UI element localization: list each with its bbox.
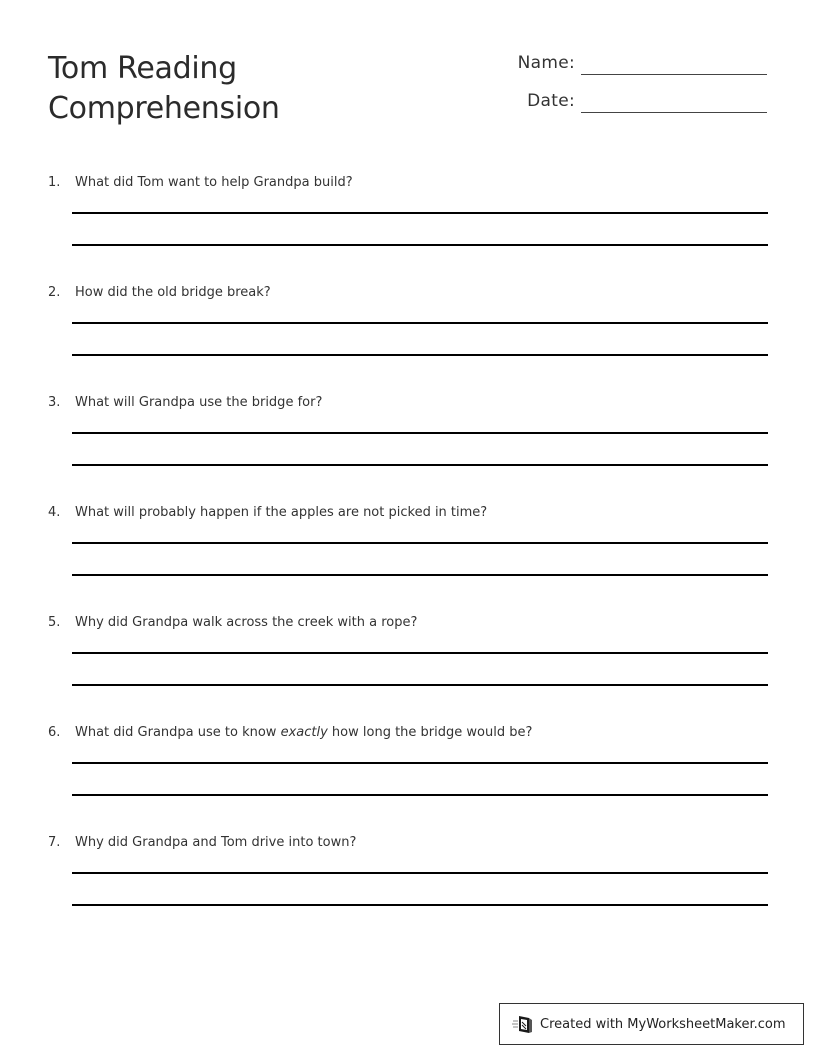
answer-line[interactable] (72, 354, 768, 356)
answer-line[interactable] (72, 872, 768, 874)
answer-line[interactable] (72, 684, 768, 686)
answer-line[interactable] (72, 794, 768, 796)
question-number: 1. (48, 175, 61, 190)
question-number: 2. (48, 285, 61, 300)
question-text (75, 724, 532, 742)
answer-line[interactable] (72, 542, 768, 544)
answer-line[interactable] (72, 762, 768, 764)
answer-line[interactable] (72, 904, 768, 906)
answer-line[interactable] (72, 244, 768, 246)
question-5 (48, 614, 768, 714)
title-line-2: Comprehension (48, 91, 280, 126)
question-number: 7. (48, 835, 61, 850)
question-number: 4. (48, 505, 61, 520)
question-number: 3. (48, 395, 61, 410)
answer-line[interactable] (72, 464, 768, 466)
question-2 (48, 284, 768, 384)
answer-line[interactable] (72, 574, 768, 576)
question-text: Why did Grandpa and Tom drive into town? (75, 835, 357, 850)
question-text: What will Grandpa use the bridge for? (75, 395, 323, 410)
name-field (518, 53, 767, 73)
question-number: 5. (48, 615, 61, 630)
question-3 (48, 394, 768, 494)
question-text: How did the old bridge break? (75, 285, 271, 300)
worksheet-title (48, 49, 280, 129)
date-label: Date: (527, 91, 575, 111)
name-blank-line[interactable] (581, 74, 767, 75)
question-text-after: how long the bridge would be? (327, 725, 533, 740)
question-text: Why did Grandpa walk across the creek with a rope? (75, 615, 418, 630)
date-blank-line[interactable] (581, 112, 767, 113)
date-field (527, 91, 767, 111)
footer-credit-text: Created with MyWorksheetMaker.com (540, 1016, 786, 1032)
name-label: Name: (517, 53, 575, 73)
question-4 (48, 504, 768, 604)
title-line-1: Tom Reading (48, 51, 237, 86)
answer-line[interactable] (72, 652, 768, 654)
question-text: What did Tom want to help Grandpa build? (75, 175, 353, 190)
question-text: What will probably happen if the apples are not picked in time? (75, 505, 488, 520)
question-number: 6. (48, 725, 61, 740)
answer-line[interactable] (72, 432, 768, 434)
answer-line[interactable] (72, 322, 768, 324)
question-1 (48, 174, 768, 274)
question-text-before: What did Grandpa use to know (75, 725, 281, 740)
question-text-emphasis: exactly (280, 725, 328, 740)
worksheet-maker-logo-icon (512, 1013, 534, 1035)
answer-line[interactable] (72, 212, 768, 214)
created-with-badge[interactable] (499, 1003, 804, 1045)
question-7 (48, 834, 768, 934)
question-6 (48, 724, 768, 824)
